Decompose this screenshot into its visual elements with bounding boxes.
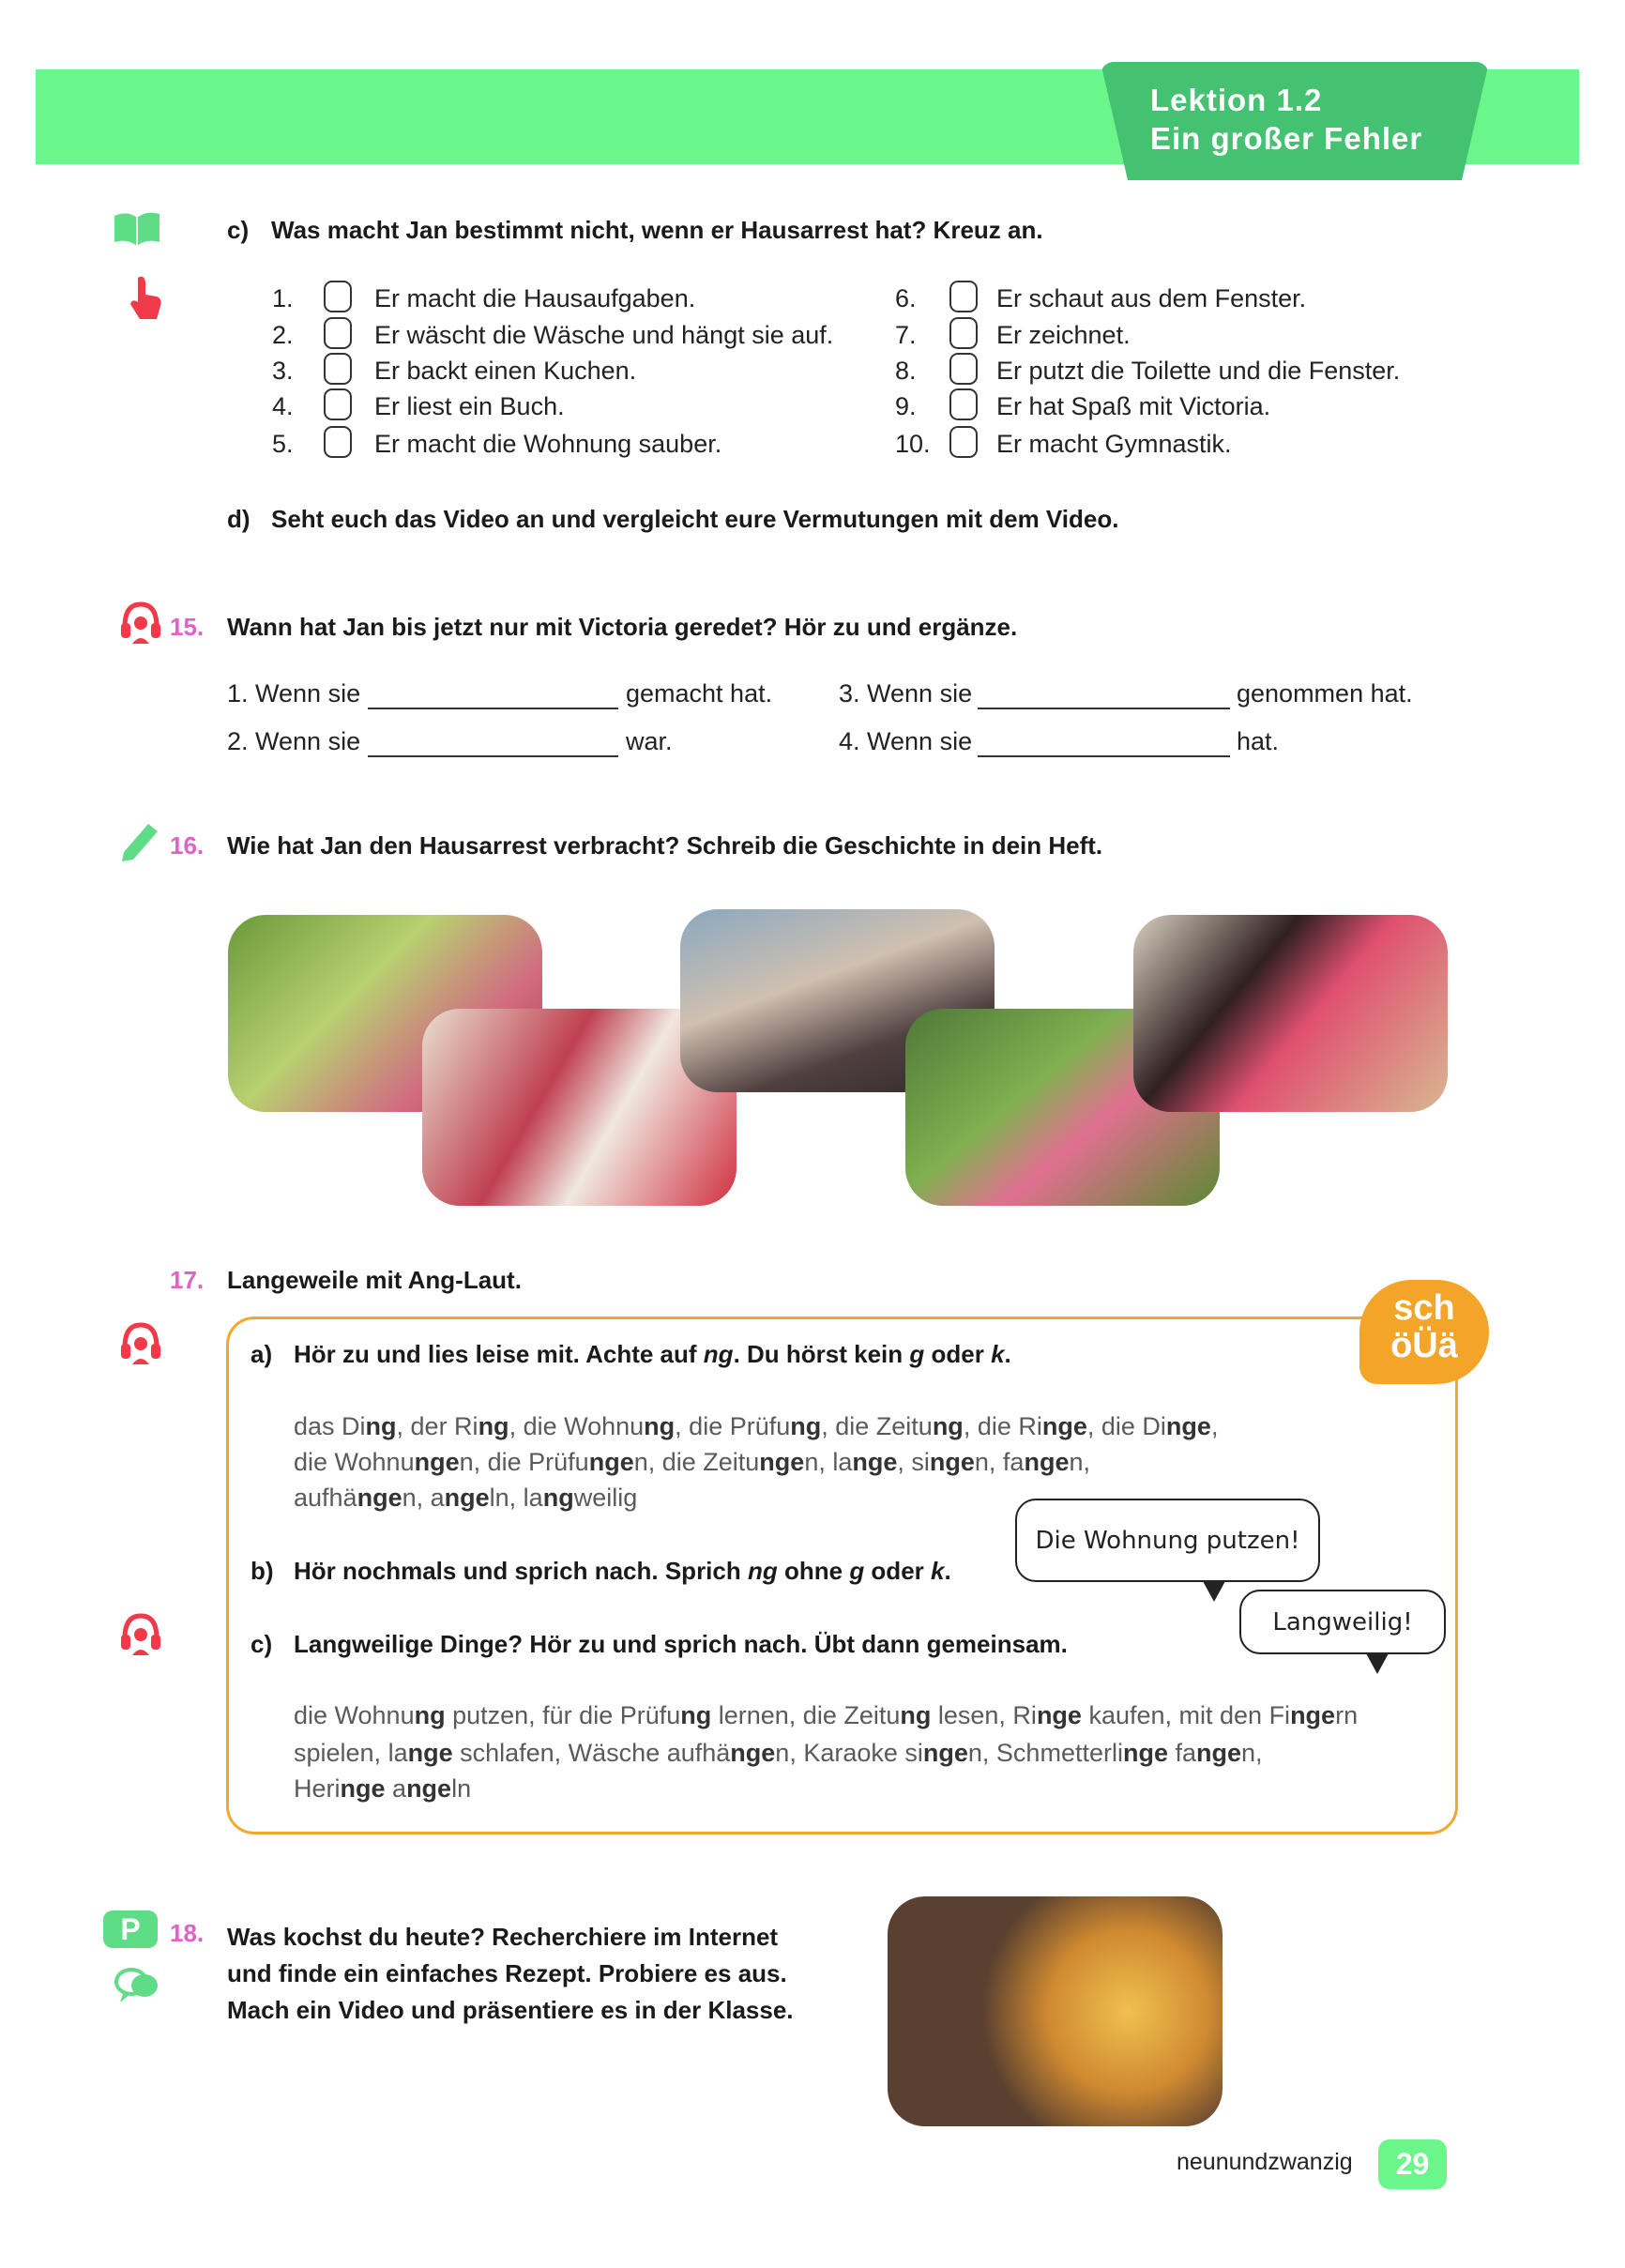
task-d-instruction: Seht euch das Video an und vergleicht eure Vermutungen mit dem Video. [271,505,1119,533]
text: kaufen, mit den Fi [1081,1701,1291,1729]
task-b-instruction [294,1557,951,1586]
checkbox[interactable] [324,388,352,420]
ng-highlight: nge [406,1774,452,1803]
text: fa [1167,1739,1197,1767]
page-number-word: neunundzwanzig [1177,2149,1353,2175]
task-a-instruction [294,1340,1011,1369]
text: putzen, für die Prüfu [445,1701,681,1729]
ng-highlight: nge [1196,1739,1242,1767]
item-number: 3. [272,357,294,385]
fill-suffix: genommen hat. [1237,679,1413,708]
ng-highlight: nge [852,1448,898,1476]
text: ln, la [489,1484,543,1512]
item-number: 1. [272,284,294,312]
text: das Di [294,1412,366,1440]
item-text: Er macht die Hausaufgaben. [374,284,696,312]
ng-highlight: ng [680,1701,712,1729]
ng-highlight: nge [922,1739,968,1767]
text: , die Zeitu [821,1412,933,1440]
speech-bubble-1: Die Wohnung putzen! [1015,1499,1320,1582]
checkbox[interactable] [949,388,978,420]
text: k [931,1557,945,1585]
text: ln [451,1774,472,1803]
lesson-name: Ein großer Fehler [1150,121,1423,156]
text: . [944,1557,951,1585]
fill-blank[interactable] [978,755,1230,757]
fill-blank[interactable] [368,708,618,709]
text: g [909,1340,925,1368]
checkbox[interactable] [949,317,978,349]
text: k [991,1340,1005,1368]
word-list-line [294,1484,637,1513]
text: lernen, die Zeitu [711,1701,901,1729]
sch-oua-badge [1359,1280,1489,1384]
checkbox[interactable] [949,426,978,458]
text: rn [1335,1701,1359,1729]
item-number: 6. [895,284,917,312]
exercise-17-number: 17. [170,1266,205,1294]
badge-top: sch [1393,1288,1455,1328]
text: , die Ri [963,1412,1042,1440]
ng-highlight: ng [542,1484,574,1512]
fill-suffix: hat. [1237,727,1280,755]
ng-highlight: nge [444,1484,490,1512]
fill-prefix: 4. Wenn sie [839,727,973,755]
text: , die Prüfu [675,1412,791,1440]
text-line: Was kochst du heute? Recherchiere im Internet [227,1923,779,1951]
ng-highlight: ng [932,1412,964,1440]
p-icon: P [103,1910,158,1948]
text: n, [1241,1739,1263,1767]
checkbox[interactable] [324,317,352,349]
ng-highlight: nge [730,1739,776,1767]
text: n, fa [974,1448,1025,1476]
text: oder [864,1557,931,1585]
exercise-15-instruction: Wann hat Jan bis jetzt nur mit Victoria geredet? Hör zu und ergänze. [227,613,1018,641]
ng-highlight: nge [588,1448,634,1476]
text: , die Wohnu [509,1412,645,1440]
text: , der Ri [396,1412,478,1440]
lesson-number: Lektion 1.2 [1150,83,1323,117]
text: , [1210,1412,1219,1440]
text: weilig [573,1484,638,1512]
ng-highlight: ng [365,1412,397,1440]
item-number: 10. [895,430,931,458]
photo-food-casserole [888,1896,1223,2126]
ng-highlight: nge [1041,1412,1087,1440]
checkbox[interactable] [324,426,352,458]
fill-suffix: war. [626,727,673,755]
ng-highlight: ng [900,1701,932,1729]
text: n, die Zeitu [633,1448,760,1476]
headphones-icon [119,601,162,647]
text: n, Schmetterli [967,1739,1123,1767]
task-c-instruction: Was macht Jan bestimmt nicht, wenn er Hausarrest hat? Kreuz an. [271,216,1043,244]
exercise-18-number: 18. [170,1919,205,1947]
fill-prefix: 2. Wenn sie [227,727,361,755]
headphones-icon [119,1321,162,1368]
text-line: und finde ein einfaches Rezept. Probiere es aus. [227,1959,787,1987]
ng-highlight: nge [414,1448,460,1476]
ng-highlight: nge [407,1739,453,1767]
page-number-badge: 29 [1378,2139,1447,2189]
text: oder [924,1340,992,1368]
exercise-15-number: 15. [170,613,205,641]
item-number: 5. [272,430,294,458]
text: Hör nochmals und sprich nach. Sprich [294,1557,748,1585]
item-text: Er schaut aus dem Fenster. [996,284,1307,312]
item-text: Er macht die Wohnung sauber. [374,430,722,458]
ng-highlight: nge [1165,1412,1211,1440]
text: ng [747,1557,778,1585]
item-text: Er macht Gymnastik. [996,430,1232,458]
text: , die Di [1086,1412,1166,1440]
text: lesen, Ri [931,1701,1037,1729]
badge-bottom: öÜä [1390,1326,1458,1365]
speech-bubble-tail [1203,1581,1225,1602]
checkbox[interactable] [949,281,978,312]
text: ng [703,1340,734,1368]
ng-highlight: nge [340,1774,386,1803]
word-list-line [294,1448,1090,1477]
exercise-16-instruction: Wie hat Jan den Hausarrest verbracht? Schreib die Geschichte in dein Heft. [227,831,1103,860]
item-text: Er zeichnet. [996,321,1131,349]
word-list-line [294,1412,1218,1441]
ng-highlight: nge [929,1448,975,1476]
text: die Wohnu [294,1701,415,1729]
item-text: Er wäscht die Wäsche und hängt sie auf. [374,321,834,349]
speech-bubble-tail [1366,1653,1389,1674]
text: Heri [294,1774,341,1803]
text: n, die Prüfu [459,1448,589,1476]
pointing-hand-icon [127,274,164,323]
item-number: 8. [895,357,917,385]
book-icon [111,208,163,250]
text: g [849,1557,865,1585]
ng-highlight: nge [1036,1701,1082,1729]
task-c-label: c) [227,216,250,244]
ng-highlight: ng [478,1412,509,1440]
word-list-line [294,1739,1263,1768]
text: n, Karaoke si [775,1739,923,1767]
pencil-icon [116,818,163,865]
checkbox[interactable] [324,281,352,312]
exercise-18-instruction [227,1919,794,2029]
ng-highlight: nge [1290,1701,1336,1729]
speech-bubble-2: Langweilig! [1239,1590,1446,1654]
item-number: 4. [272,392,294,420]
exercise-16-number: 16. [170,831,205,860]
item-text: Er putzt die Toilette und die Fenster. [996,357,1401,385]
fill-blank[interactable] [978,708,1230,709]
exercise-17-title: Langeweile mit Ang-Laut. [227,1266,522,1294]
ng-highlight: nge [1024,1448,1070,1476]
ng-highlight: nge [1122,1739,1168,1767]
item-number: 9. [895,392,917,420]
task-c2-label: c) [251,1630,273,1658]
item-text: Er backt einen Kuchen. [374,357,637,385]
ng-highlight: ng [644,1412,676,1440]
fill-suffix: gemacht hat. [626,679,773,708]
task-c2-instruction: Langweilige Dinge? Hör zu und sprich nach. Übt dann gemeinsam. [294,1630,1068,1658]
text: Hör zu und lies leise mit. Achte auf [294,1340,704,1368]
headphones-icon [119,1612,162,1659]
text: a [385,1774,407,1803]
text: n, a [402,1484,445,1512]
item-text: Er hat Spaß mit Victoria. [996,392,1271,420]
word-list-line [294,1774,471,1804]
task-a-label: a) [251,1340,273,1368]
text-line: Mach ein Video und präsentiere es in der Klasse. [227,1996,794,2024]
ng-highlight: ng [414,1701,446,1729]
photo-cooking-kitchen [1133,915,1448,1112]
text: aufhä [294,1484,357,1512]
text: die Wohnu [294,1448,415,1476]
fill-prefix: 1. Wenn sie [227,679,361,708]
task-d-label: d) [227,505,251,533]
checkbox[interactable] [324,353,352,385]
chat-icon [113,1965,161,2006]
ng-highlight: ng [790,1412,822,1440]
text: n, [1069,1448,1090,1476]
task-b-label: b) [251,1557,274,1585]
lesson-title [1150,81,1422,158]
word-list-line [294,1701,1358,1730]
ng-highlight: nge [759,1448,805,1476]
item-text: Er liest ein Buch. [374,392,565,420]
text: n, la [804,1448,853,1476]
text: spielen, la [294,1739,408,1767]
text: , si [897,1448,930,1476]
text: ohne [777,1557,850,1585]
text: . [1004,1340,1011,1368]
checkbox[interactable] [949,353,978,385]
item-number: 2. [272,321,294,349]
text: schlafen, Wäsche aufhä [452,1739,731,1767]
fill-prefix: 3. Wenn sie [839,679,973,708]
item-number: 7. [895,321,917,349]
text: . Du hörst kein [733,1340,910,1368]
fill-blank[interactable] [368,755,618,757]
ng-highlight: nge [357,1484,402,1512]
